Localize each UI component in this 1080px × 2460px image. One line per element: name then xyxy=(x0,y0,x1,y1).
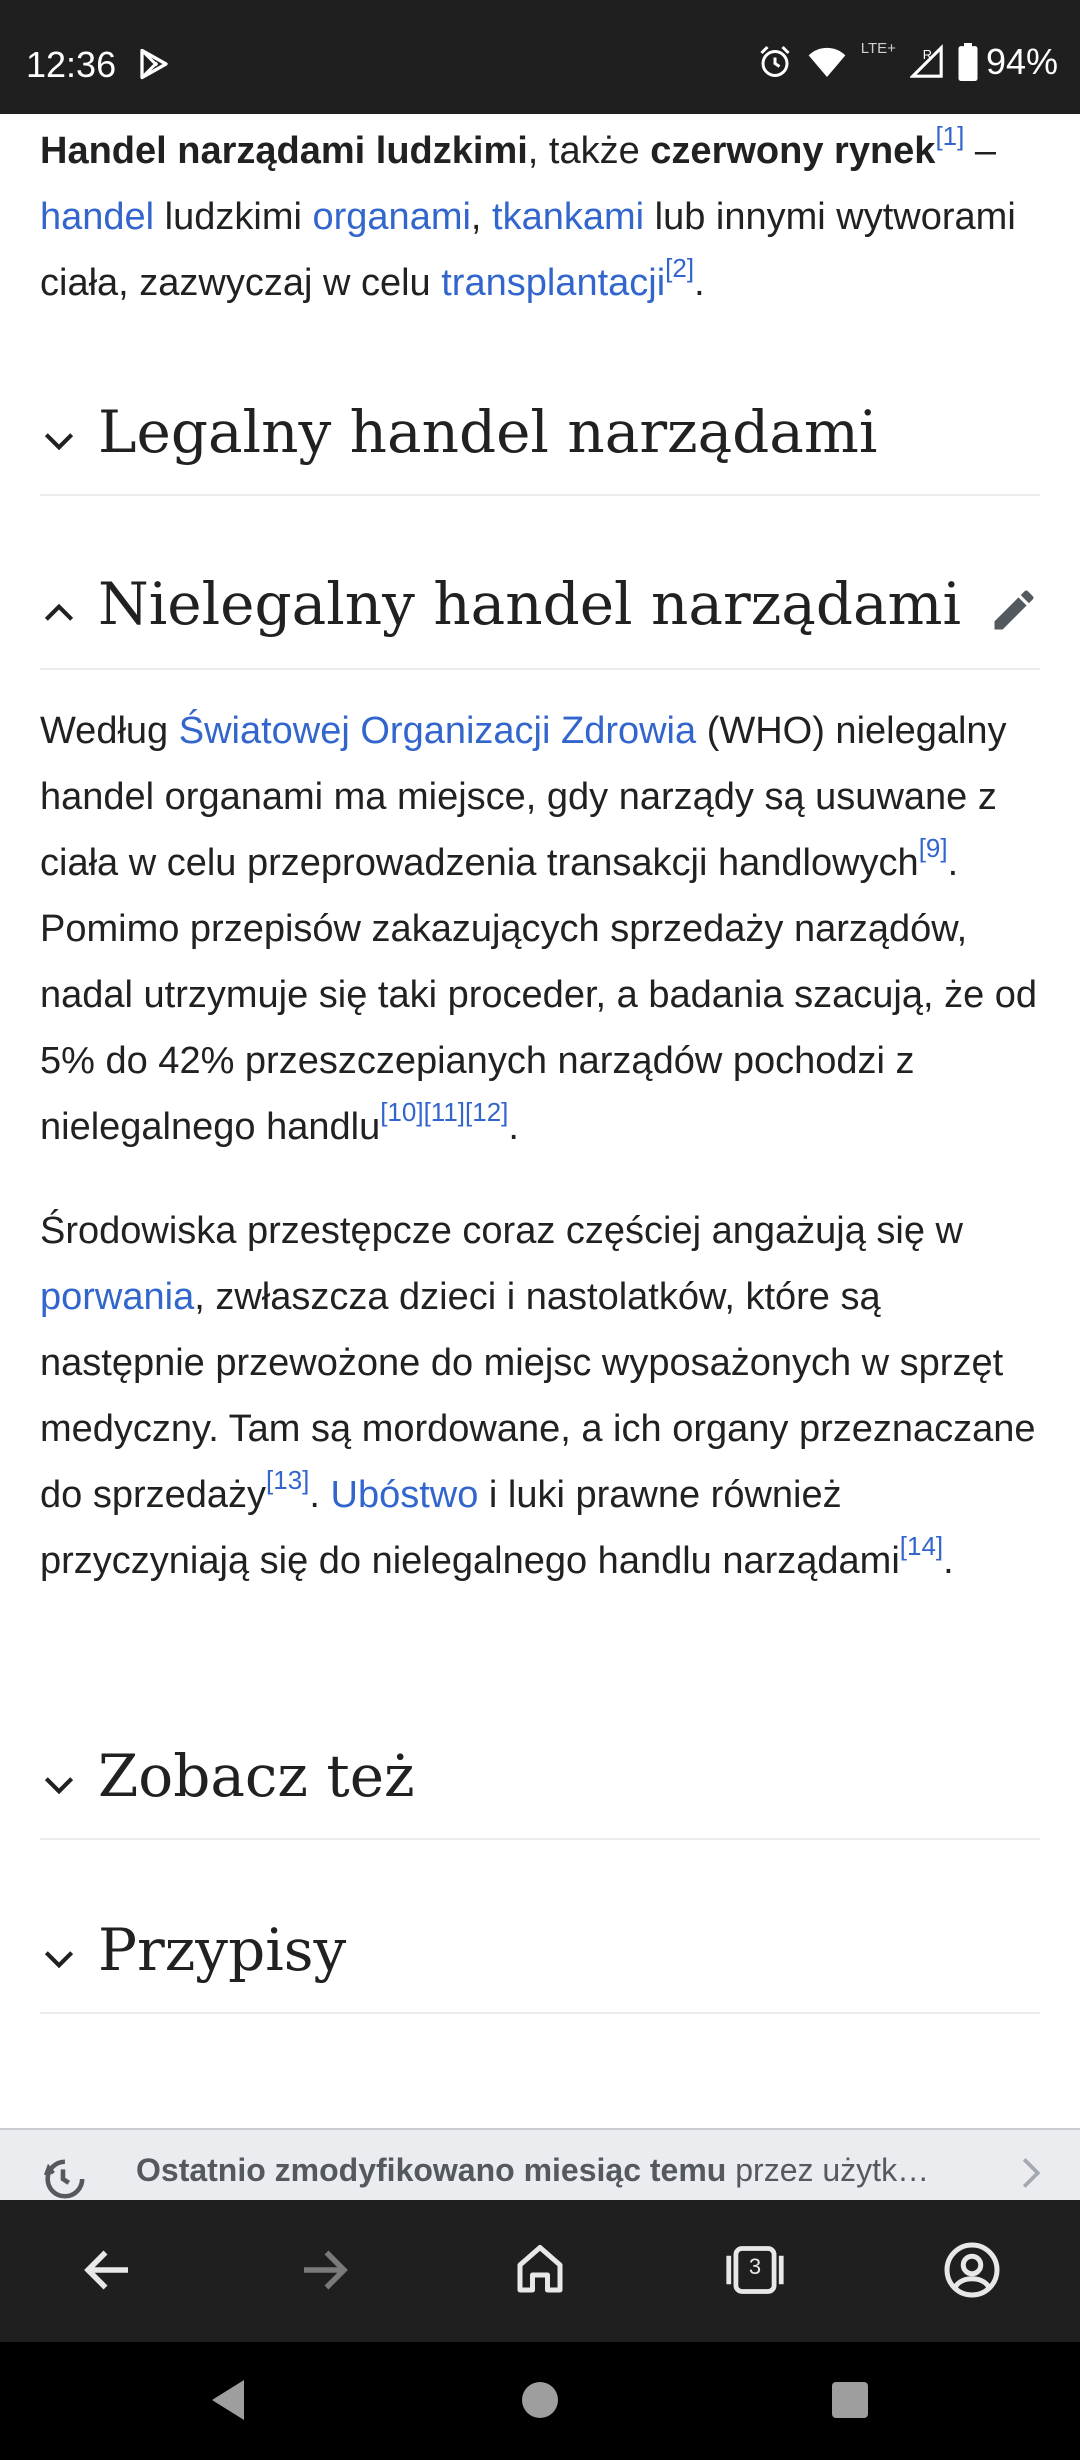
text: . xyxy=(508,1106,519,1148)
nav-home-icon[interactable] xyxy=(520,2380,560,2420)
text: ludzkimi xyxy=(154,196,313,238)
chevron-right-icon xyxy=(1016,2156,1046,2190)
reference-link[interactable]: [9] xyxy=(918,833,948,864)
section-title: Nielegalny handel narządami xyxy=(98,570,962,638)
text: – xyxy=(964,130,997,172)
nav-recents-icon[interactable] xyxy=(830,2380,870,2420)
home-icon[interactable] xyxy=(510,2240,570,2300)
chevron-down-icon xyxy=(40,1940,78,1978)
android-navigation-bar xyxy=(0,2342,1080,2460)
last-modified-text xyxy=(136,2152,929,2189)
last-modified-bar[interactable] xyxy=(0,2128,1080,2200)
reference-link[interactable]: [2] xyxy=(665,253,695,284)
chevron-down-icon xyxy=(40,422,78,460)
text: i luki prawne również przyczyniają się do nielegalnego handlu narządami xyxy=(40,1474,900,1582)
reference-link[interactable]: [11] xyxy=(423,1097,466,1128)
last-modified-user: przez użytk… xyxy=(726,2152,930,2188)
text: Środowiska przestępcze coraz częściej angażują się w xyxy=(40,1210,963,1252)
link-porwania[interactable]: porwania xyxy=(40,1276,195,1318)
battery-percentage: 94% xyxy=(985,41,1058,82)
term-bold-2: czerwony rynek xyxy=(650,130,936,172)
text: . Pomimo przepisów zakazujących sprzedaży narządów, nadal utrzymuje się taki proceder, a badania szacują, że od 5% do 42% przeszczepianych narządów pochodzi z nielegalnego handlu xyxy=(40,842,1038,1148)
text: Według xyxy=(40,710,179,752)
text: lub innymi wytworami ciała, zazwyczaj w celu xyxy=(40,196,1016,304)
paragraph-crime xyxy=(40,1198,1050,1594)
section-title: Legalny handel narządami xyxy=(98,398,878,466)
link-tkankami[interactable]: tkankami xyxy=(492,196,645,238)
history-icon xyxy=(40,2156,86,2200)
text: , zwłaszcza dzieci i nastolatków, które są następnie przewożone do miejsc wyposażonych w sprzęt medyczny. Tam są mordowane, a ich organy przeznaczane do sprzedaży xyxy=(40,1276,1036,1516)
text: , także xyxy=(527,130,651,172)
reference-link[interactable]: [1] xyxy=(935,121,965,152)
link-handel[interactable]: handel xyxy=(40,196,155,238)
text: (WHO) nielegalny handel organami ma miejsce, gdy narządy są usuwane z ciała w celu przeprowadzenia transakcji handlowych xyxy=(40,710,1007,884)
paragraph-who xyxy=(40,698,1050,1160)
text: . xyxy=(309,1474,331,1516)
last-modified-bold: Ostatnio zmodyfikowano miesiąc temu xyxy=(136,2152,727,2188)
chevron-down-icon xyxy=(40,1766,78,1804)
account-icon[interactable] xyxy=(942,2240,1002,2300)
browser-toolbar xyxy=(0,2200,1080,2342)
tab-count: 3 xyxy=(748,2254,762,2279)
forward-arrow-icon[interactable] xyxy=(294,2240,354,2300)
battery-icon xyxy=(958,43,978,81)
network-type-label: LTE+ xyxy=(860,39,896,57)
text: . xyxy=(943,1540,954,1582)
status-icons xyxy=(757,40,1058,84)
section-title: Przypisy xyxy=(98,1916,347,1984)
intro-paragraph xyxy=(40,118,1050,316)
link-who[interactable]: Światowej Organizacji Zdrowia xyxy=(178,710,697,752)
link-ubostwo[interactable]: Ubóstwo xyxy=(330,1474,479,1516)
text: . xyxy=(694,262,705,304)
back-arrow-icon[interactable] xyxy=(78,2240,138,2300)
status-time: 12:36 xyxy=(26,44,117,85)
section-header-see-also[interactable] xyxy=(40,1714,1040,1840)
status-bar xyxy=(0,0,1080,114)
wifi-icon xyxy=(807,44,847,80)
section-header-illegal[interactable] xyxy=(40,550,1040,670)
signal-icon xyxy=(910,44,944,80)
reference-link[interactable]: [14] xyxy=(899,1531,944,1562)
section-title: Zobacz też xyxy=(98,1742,415,1810)
roaming-label: R xyxy=(922,47,932,63)
text: , xyxy=(470,196,493,238)
alarm-icon xyxy=(757,44,793,80)
reference-link[interactable]: [13] xyxy=(266,1465,310,1496)
chevron-up-icon xyxy=(40,594,78,632)
play-store-icon xyxy=(136,46,172,82)
section-header-legal[interactable] xyxy=(40,376,1040,496)
link-organami[interactable]: organami xyxy=(312,196,471,238)
reference-link[interactable]: [10] xyxy=(380,1097,424,1128)
reference-link[interactable]: [12] xyxy=(465,1097,509,1128)
edit-pencil-icon[interactable] xyxy=(988,584,1040,636)
term-bold: Handel narządami ludzkimi xyxy=(40,130,528,172)
section-header-references[interactable] xyxy=(40,1894,1040,2014)
link-transplantacji[interactable]: transplantacji xyxy=(441,262,666,304)
tabs-button[interactable] xyxy=(724,2240,786,2300)
nav-back-icon[interactable] xyxy=(208,2378,248,2422)
